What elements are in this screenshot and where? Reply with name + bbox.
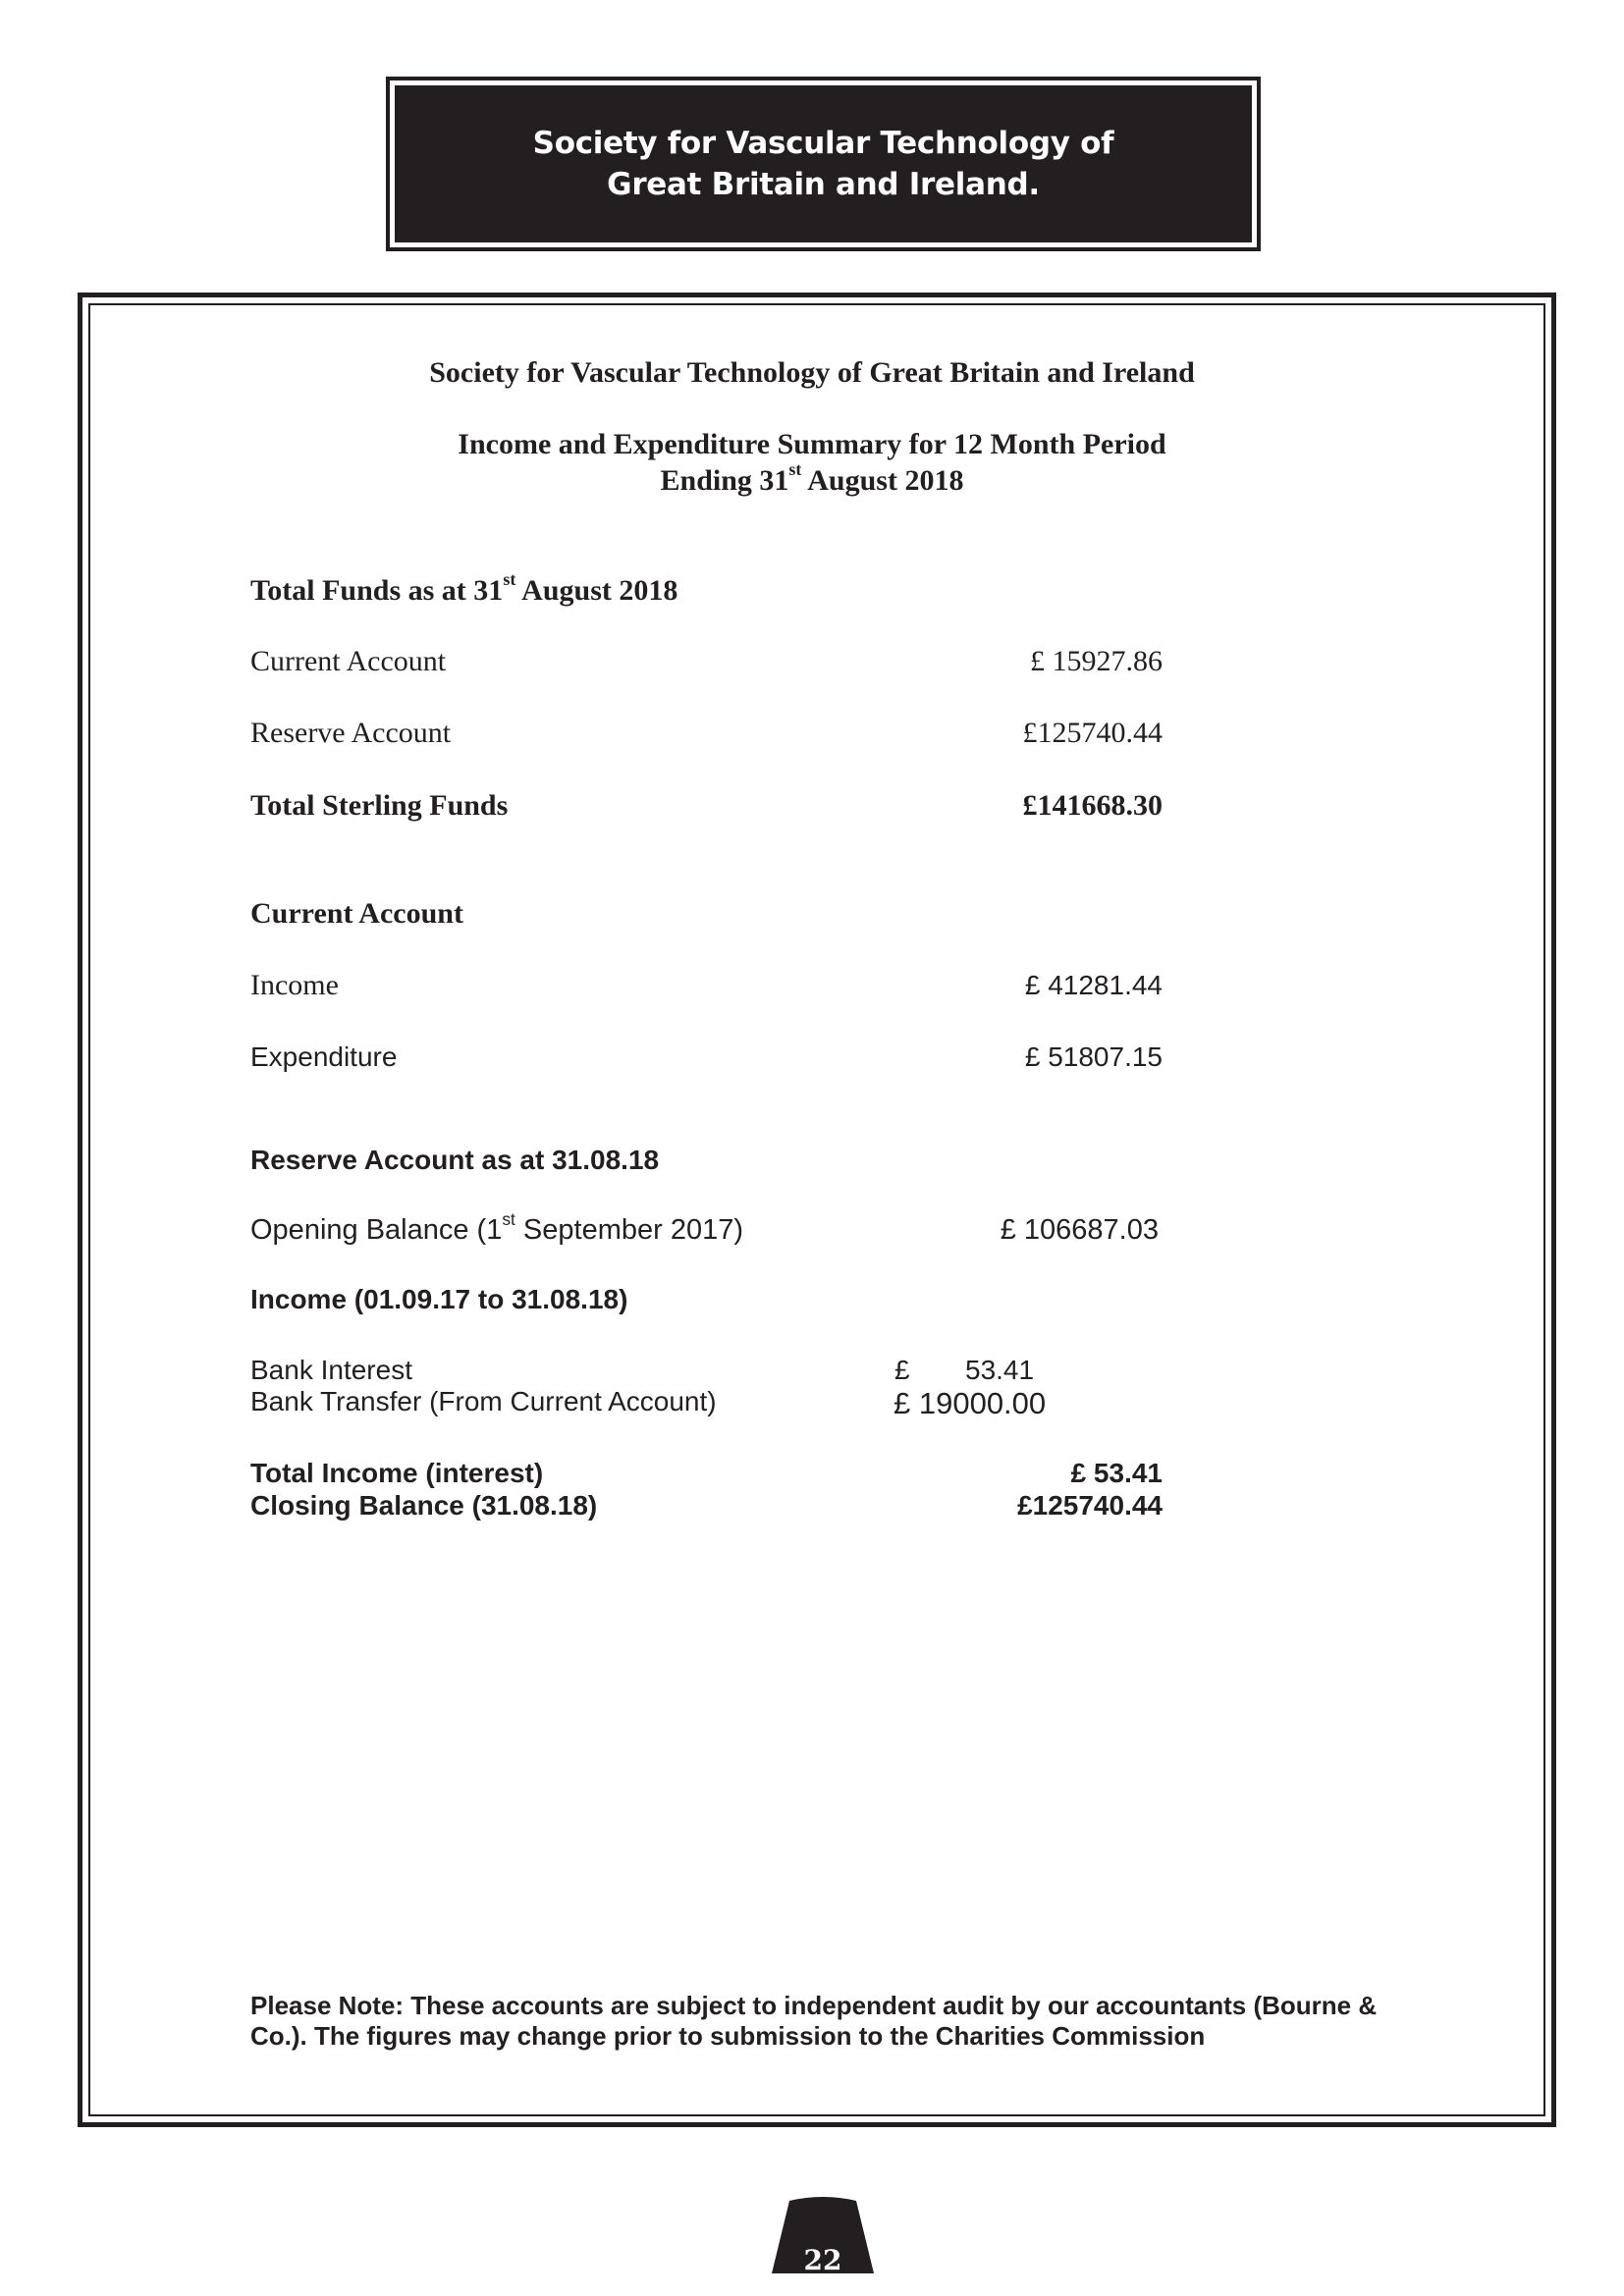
total-sterling-funds-label: Total Sterling Funds [250, 789, 509, 822]
total-funds-heading-pre: Total Funds as at 31 [250, 574, 504, 607]
reserve-income-heading: Income (01.09.17 to 31.08.18) [250, 1284, 628, 1314]
bank-transfer-label: Bank Transfer (From Current Account) [250, 1386, 717, 1416]
summary-title-line2-sup: st [788, 459, 802, 480]
header-title-line1: Society for Vascular Technology of [532, 126, 1114, 161]
summary-title-line2 [0, 459, 1624, 498]
summary-title-line2-post: August 2018 [801, 464, 964, 497]
bank-transfer-value: £ 19000.00 [893, 1386, 1047, 1420]
summary-title-line2-pre: Ending 31 [660, 464, 789, 497]
total-funds-heading [250, 569, 678, 608]
closing-balance-value: £125740.44 [1017, 1490, 1163, 1521]
bank-interest-label: Bank Interest [250, 1355, 412, 1385]
total-sterling-funds-value: £141668.30 [1022, 789, 1163, 822]
current-account-label: Current Account [250, 645, 447, 677]
current-account-heading: Current Account [250, 897, 463, 930]
audit-note: Please Note: These accounts are subject to independent audit by our accountants (Bourne & Co.). The figures may change prior to submission to the Charities Commission [250, 1991, 1378, 2051]
ca-income-label: Income [250, 969, 339, 1001]
total-funds-heading-post: August 2018 [515, 574, 678, 607]
header-banner-inner [395, 85, 1252, 242]
reserve-account-heading: Reserve Account as at 31.08.18 [250, 1145, 660, 1175]
reserve-account-value: £125740.44 [1022, 717, 1163, 749]
page-number: 22 [803, 2244, 842, 2276]
closing-balance-label: Closing Balance (31.08.18) [250, 1490, 598, 1521]
total-funds-heading-sup: st [503, 569, 516, 590]
opening-balance-label [250, 1208, 744, 1247]
bank-interest-amount: 53.41 [965, 1355, 1035, 1385]
current-account-value: £ 15927.86 [1030, 645, 1163, 677]
opening-balance-value: £ 106687.03 [1000, 1214, 1159, 1246]
content-frame [78, 293, 1556, 2127]
total-income-value: £ 53.41 [1070, 1458, 1163, 1488]
opening-balance-label-post: September 2017) [514, 1214, 744, 1246]
summary-title-line1: Income and Expenditure Summary for 12 Month Period [458, 428, 1166, 460]
ca-expenditure-label: Expenditure [250, 1041, 398, 1072]
org-title: Society for Vascular Technology of Great Britain and Ireland [429, 356, 1195, 389]
bank-interest-currency: £ [894, 1355, 910, 1385]
ca-income-value: £ 41281.44 [1024, 970, 1163, 1000]
header-banner [386, 77, 1261, 251]
opening-balance-label-sup: st [502, 1208, 515, 1229]
header-title-line2: Great Britain and Ireland. [607, 167, 1040, 202]
opening-balance-label-pre: Opening Balance (1 [250, 1214, 503, 1246]
reserve-account-label: Reserve Account [250, 717, 452, 749]
ca-expenditure-value: £ 51807.15 [1024, 1041, 1163, 1072]
total-income-label: Total Income (interest) [250, 1458, 544, 1488]
